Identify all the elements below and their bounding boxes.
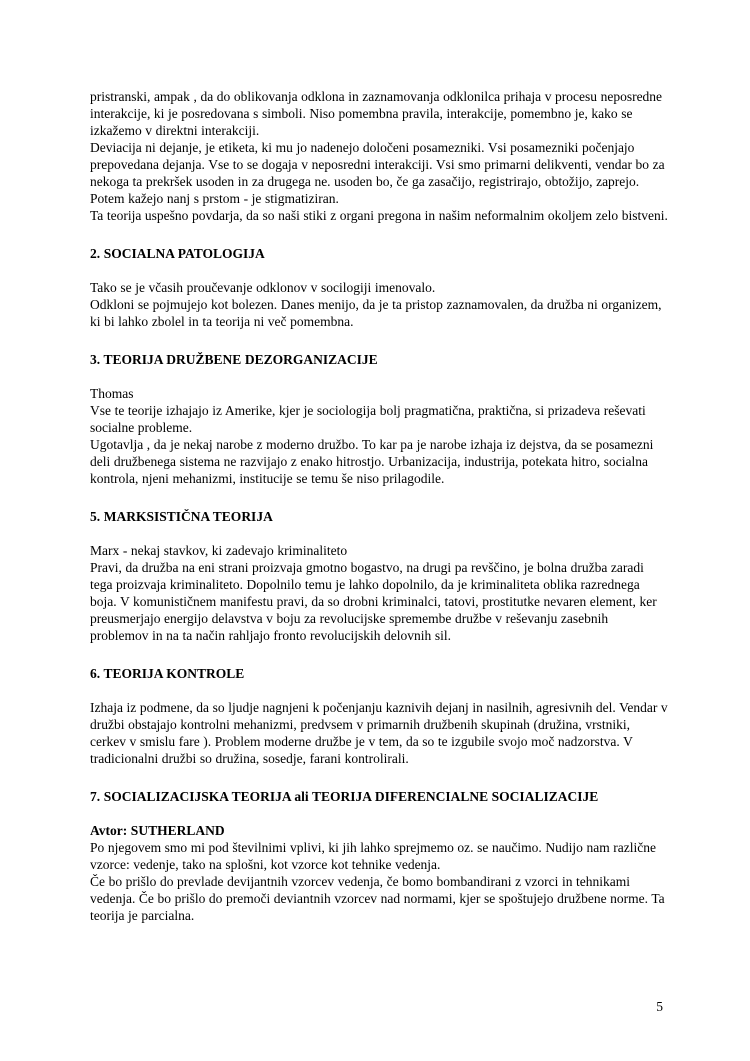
section-heading-5: 5. MARKSISTIČNA TEORIJA — [90, 509, 273, 524]
author-line: Avtor: SUTHERLAND — [90, 823, 225, 838]
blank-line — [90, 767, 669, 784]
paragraph-section3-3: Ugotavlja , da je nekaj narobe z moderno družbo. To kar pa je narobe izhaja iz dejstva, da se posamezni deli družbenega sistema ne razvijajo z enako hitrostjo. Urbanizacija, industrija, potekata hitro, socialna kontrola, njeni mehanizmi, institucije se temu še niso prilagodile. — [90, 437, 654, 486]
blank-line — [90, 805, 669, 822]
section-heading-2: 2. SOCIALNA PATOLOGIJA — [90, 246, 265, 261]
paragraph-intro-2: Deviacija ni dejanje, je etiketa, ki mu jo nadenejo določeni posamezniki. Vsi posamezniki počenjajo prepovedana dejanja. Vse to se dogaja v neposredni interakciji. Vsi smo primarni delikventi, vendar bo za nekoga ta prekršek usoden in za drugega ne. usoden bo, če ga zasačijo, registrirajo, obtožijo, zaprejo. Potem kažejo nanj s prstom - je stigmatiziran. — [90, 140, 665, 206]
paragraph-intro-3: Ta teorija uspešno povdarja, da so naši stiki z organi pregona in našim neformalnim okoljem zelo bistveni. — [90, 208, 668, 223]
paragraph-section7-2: Če bo prišlo do prevlade devijantnih vzorcev vedenja, če bomo bombandirani z vzorci in tehnikami vedenja. Če bo prišlo do premoči deviantnih vzorcev nad normami, kjer se spoštujejo družbene norme. Ta teorija je parcialna. — [90, 874, 665, 923]
blank-line — [90, 330, 669, 347]
blank-line — [90, 525, 669, 542]
paragraph-section2-2: Odkloni se pojmujejo kot bolezen. Danes menijo, da je ta pristop zaznamovalen, da družba ni organizem, ki bi lahko zbolel in ta teorija ni več pomembna. — [90, 297, 662, 329]
blank-line — [90, 262, 669, 279]
blank-line — [90, 368, 669, 385]
page-number: 5 — [656, 999, 663, 1014]
paragraph-section7-1: Po njegovem smo mi pod številnimi vplivi, ki jih lahko sprejmemo oz. se naučimo. Nudijo nam različne vzorce: vedenje, tako na splošni, kot vzorce kot tehnike vedenja. — [90, 840, 656, 872]
blank-line — [90, 487, 669, 504]
paragraph-intro-1: pristranski, ampak , da do oblikovanja odklona in zaznamovanja odklonilca prihaja v procesu neposredne interakcije, ki je posredovana s simboli. Niso pomembna pravila, interakcije, pomembno je, kako se izkažemo v direktni interakciji. — [90, 89, 663, 138]
paragraph-section3-1: Thomas — [90, 386, 134, 401]
paragraph-section3-2: Vse te teorije izhajajo iz Amerike, kjer je sociologija bolj pragmatična, praktična, si prizadeva reševati socialne probleme. — [90, 403, 646, 435]
section-heading-6: 6. TEORIJA KONTROLE — [90, 666, 245, 681]
paragraph-section5-2: Pravi, da družba na eni strani proizvaja gmotno bogastvo, na drugi pa revščino, je bolna družba zaradi tega proizvaja kriminaliteto. Dopolnilo temu je lahko dopolnilo, da je kriminaliteta oblika razrednega boja. V komunističnem manifestu pravi, da so drobni kriminalci, tatovi, prostitutke nevaren element, ker preusmerjajo energijo delavstva v boju za revolucijske spremembe družbe v reševanju zasebnih problemov in na ta način rahljajo fronto revolucijskih delovnih sil. — [90, 560, 657, 643]
section-heading-7: 7. SOCIALIZACIJSKA TEORIJA ali TEORIJA DIFERENCIALNE SOCIALIZACIJE — [90, 789, 599, 804]
blank-line — [90, 644, 669, 661]
section-heading-3: 3. TEORIJA DRUŽBENE DEZORGANIZACIJE — [90, 352, 378, 367]
paragraph-section6-1: Izhaja iz podmene, da so ljudje nagnjeni k počenjanju kaznivih dejanj in nasilnih, agresivnih del. Vendar v družbi obstajajo kontrolni mehanizmi, predvsem v primarnih družbenih skupinah (družina, vrstniki, cerkev v smislu fare ). Problem moderne družbe je v tem, da so te izgubile svojo moč nadzorstva. V tradicionalni družbi so družina, sosedje, farani kontrolirali. — [90, 700, 668, 766]
blank-line — [90, 682, 669, 699]
paragraph-section5-1: Marx - nekaj stavkov, ki zadevajo kriminaliteto — [90, 543, 348, 558]
document-body — [90, 88, 669, 924]
blank-line — [90, 224, 669, 241]
paragraph-section2-1: Tako se je včasih proučevanje odklonov v socilogiji imenovalo. — [90, 280, 436, 295]
